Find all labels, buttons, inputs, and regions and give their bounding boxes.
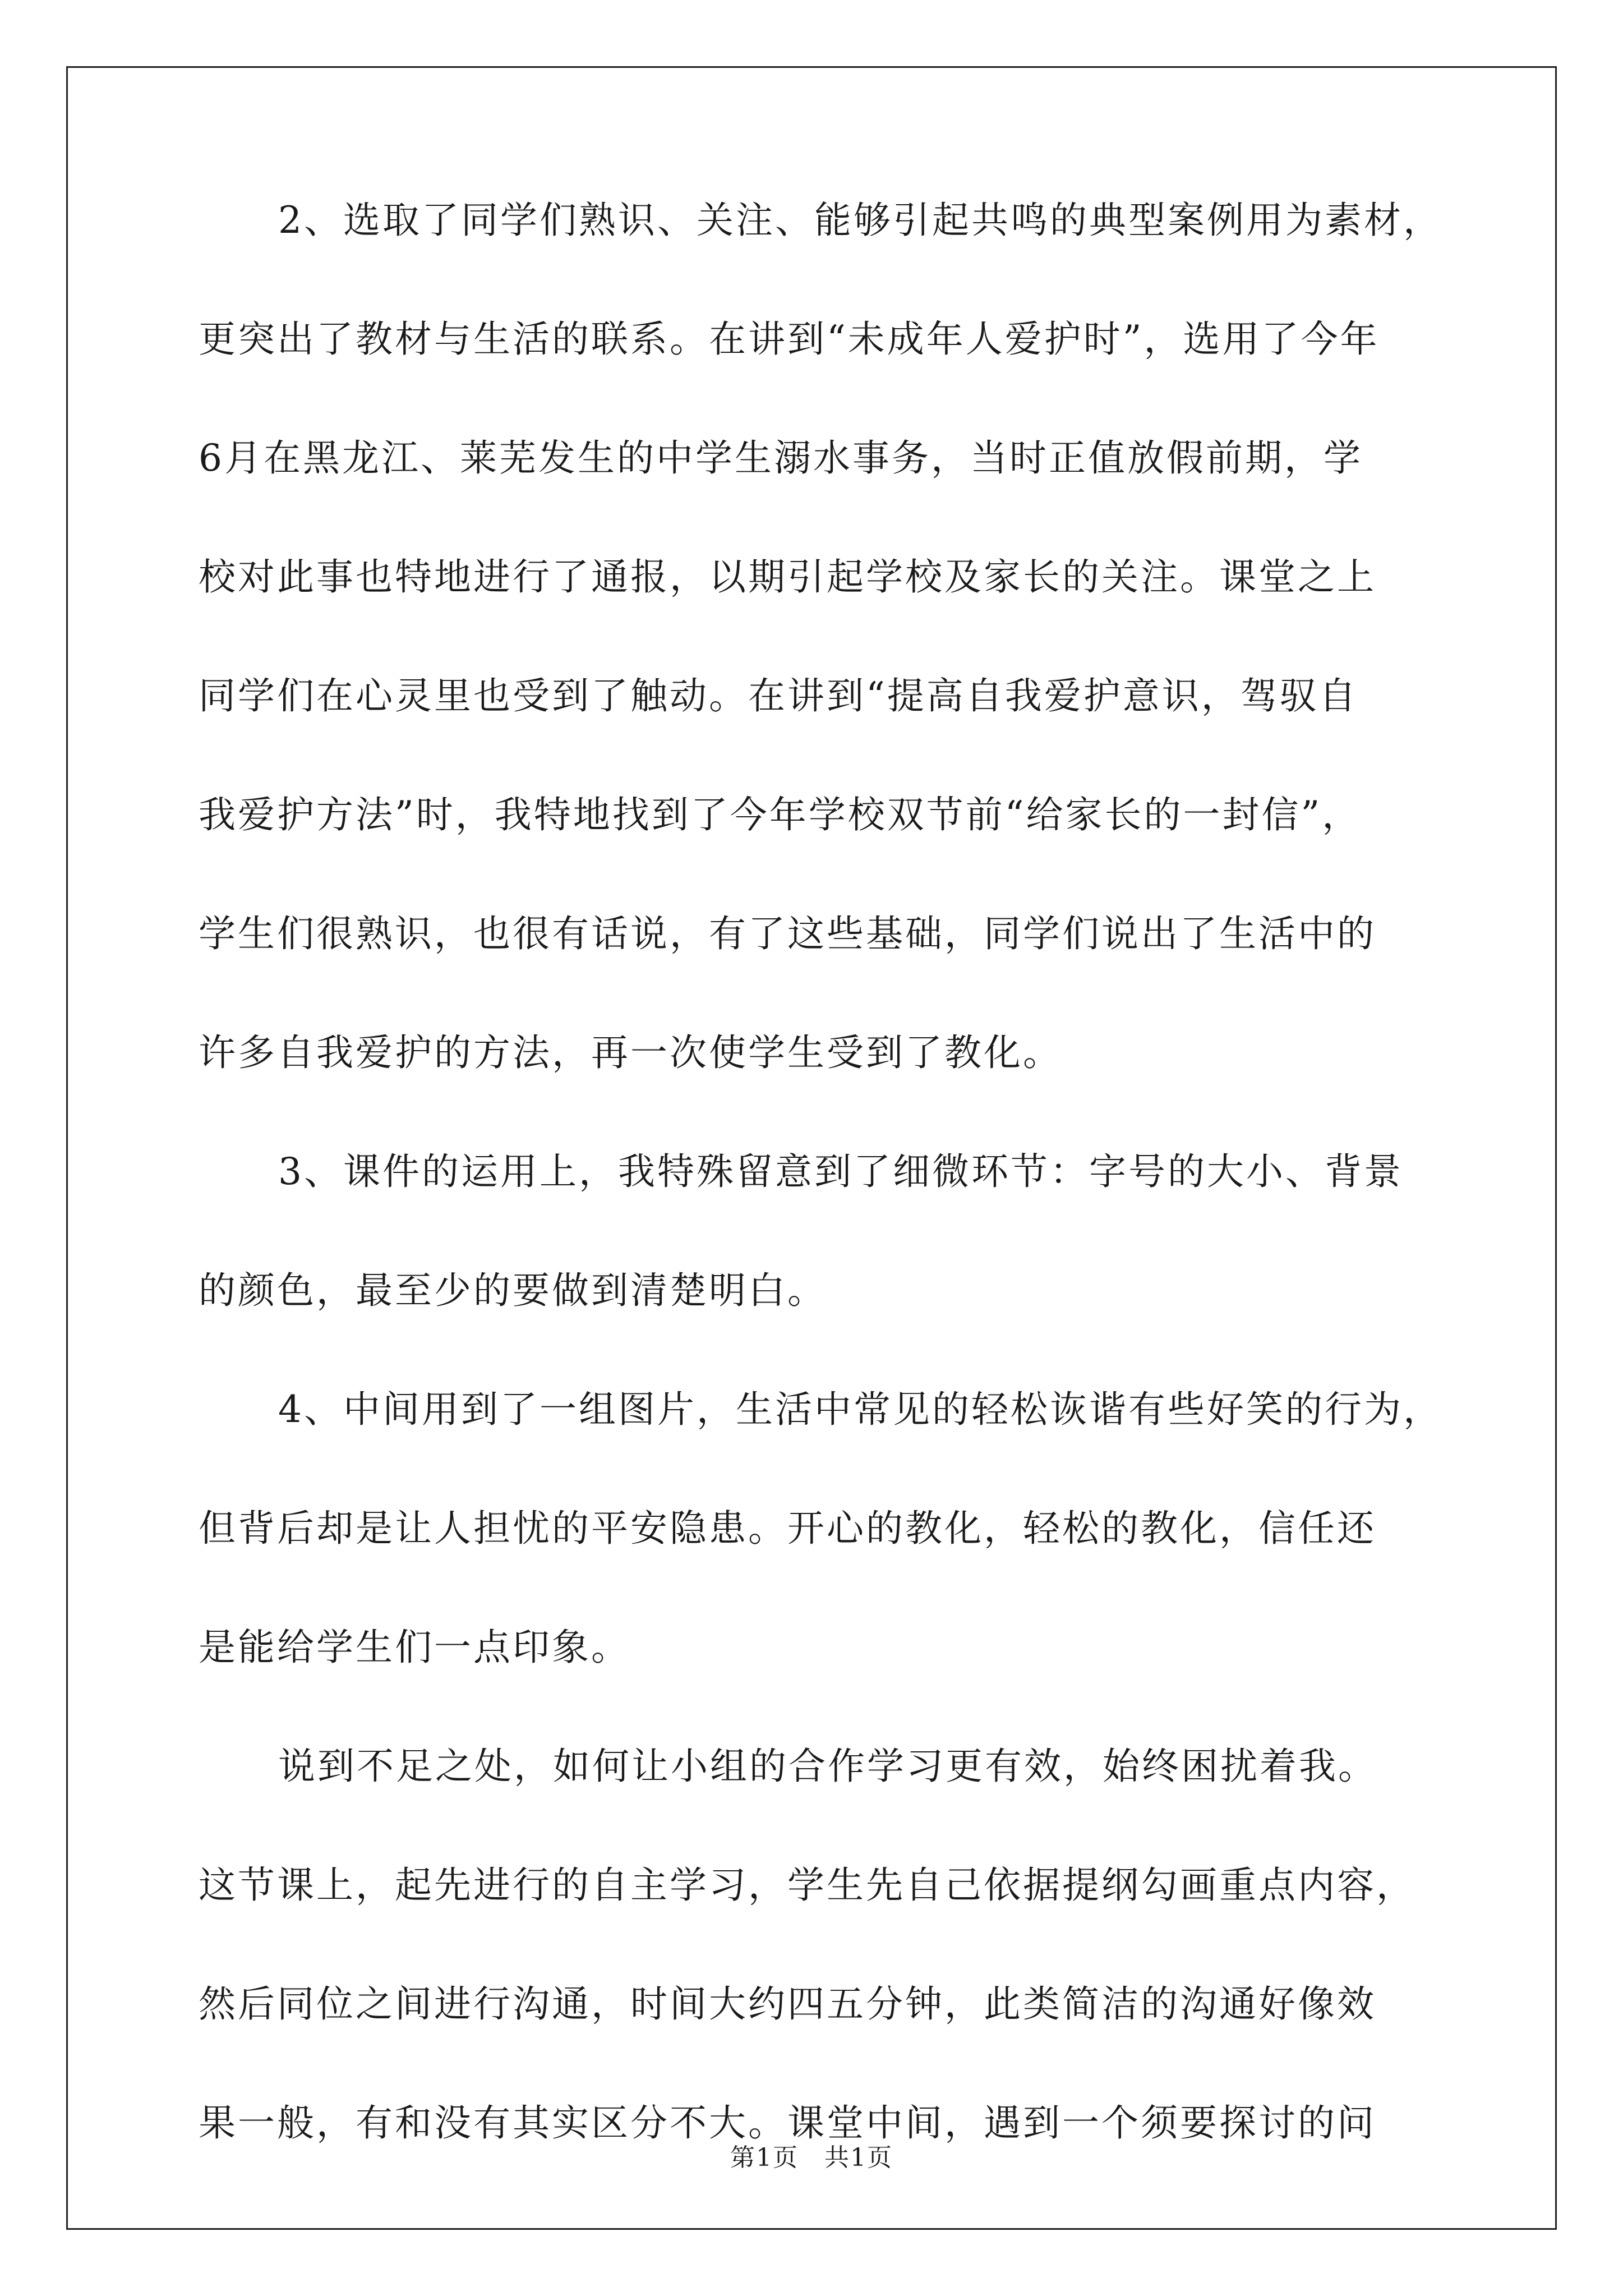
document-body xyxy=(199,199,1442,2224)
text-line: 说到不足之处，如何让小组的合作学习更有效，始终困扰着我。 xyxy=(278,1745,1377,1788)
text-line: 6月在黑龙江、莱芜发生的中学生溺水事务，当时正值放假前期，学 xyxy=(199,436,1363,480)
text-line: 然后同位之间进行沟通，时间大约四五分钟，此类简洁的沟通好像效 xyxy=(199,1982,1376,2026)
text-line: 校对此事也特地进行了通报，以期引起学校及家长的关注。课堂之上 xyxy=(199,555,1376,599)
text-line: 果一般，有和没有其实区分不大。课堂中间，遇到一个须要探讨的问 xyxy=(199,2101,1376,2145)
page-number-footer: 第1页 共1页 xyxy=(730,2143,893,2172)
text-line: 2、选取了同学们熟识、关注、能够引起共鸣的典型案例用为素材， xyxy=(278,199,1442,242)
text-line: 许多自我爱护的方法，再一次使学生受到了教化。 xyxy=(199,1031,1062,1074)
text-line: 学生们很熟识，也很有话说，有了这些基础，同学们说出了生活中的 xyxy=(199,912,1376,955)
text-line: 的颜色，最至少的要做到清楚明白。 xyxy=(199,1269,827,1312)
text-line: 这节课上，起先进行的自主学习，学生先自己依据提纲勾画重点内容， xyxy=(199,1864,1415,1907)
text-line: 同学们在心灵里也受到了触动。在讲到“提高自我爱护意识，驾驭自 xyxy=(199,674,1358,717)
text-line: 是能给学生们一点印象。 xyxy=(199,1626,630,1669)
text-line: 更突出了教材与生活的联系。在讲到“未成年人爱护时”，选用了今年 xyxy=(199,318,1380,361)
text-line: 我爱护方法”时，我特地找到了今年学校双节前“给家长的一封信”， xyxy=(199,793,1362,836)
text-line: 4、中间用到了一组图片，生活中常见的轻松诙谐有些好笑的行为， xyxy=(278,1388,1442,1431)
text-line: 3、课件的运用上，我特殊留意到了细微环节：字号的大小、背景 xyxy=(278,1150,1403,1193)
text-line: 但背后却是让人担忧的平安隐患。开心的教化，轻松的教化，信任还 xyxy=(199,1507,1376,1550)
